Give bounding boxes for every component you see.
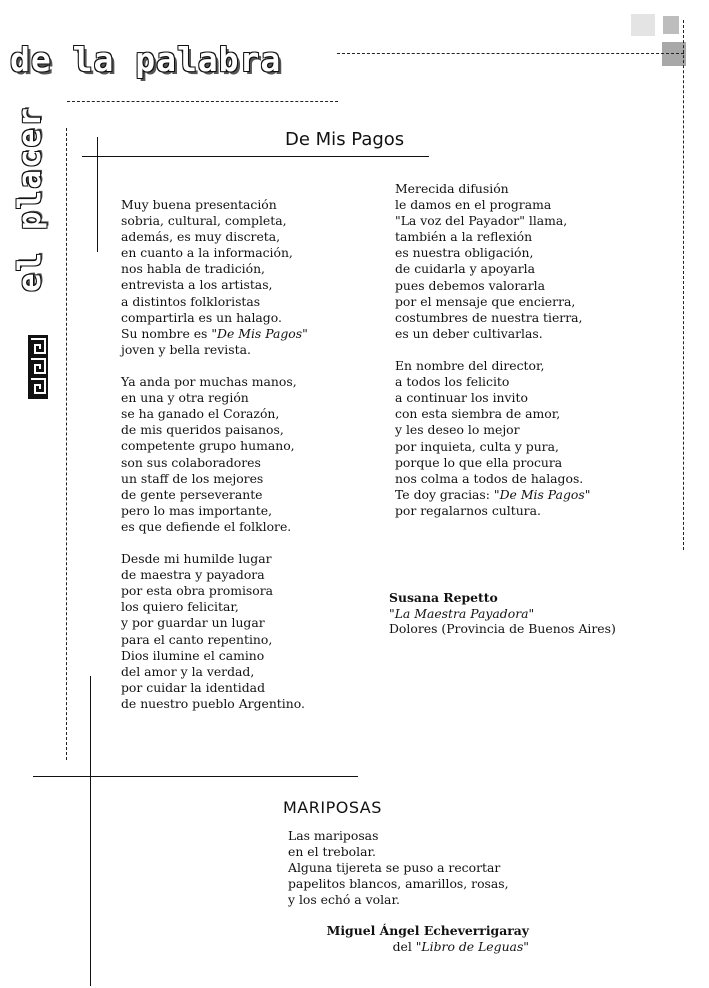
greek-key-icon (28, 335, 48, 399)
source-prefix: del (392, 939, 416, 954)
poem-line-text: en una y otra región (121, 390, 249, 406)
poem-line (121, 213, 308, 229)
poem-line-text: compartirla es un halago. (121, 309, 282, 325)
left-dashed-rule (66, 128, 67, 760)
poem-column-right (395, 181, 590, 535)
poem-line (395, 197, 590, 213)
poem-line (121, 438, 308, 454)
poem-line-text: también a la reflexión (395, 229, 533, 245)
poem-line (121, 519, 308, 535)
poem-line-text: de mis queridos paisanos, (121, 422, 284, 438)
poem-line-text: es que defiende el folklore. (121, 518, 292, 534)
poem-line-text: Muy buena presentación (121, 197, 277, 212)
poem-line-text: a distintos folkloristas (121, 293, 261, 309)
poem-line (121, 696, 308, 712)
poem-line-text: para el canto repentino, (121, 631, 273, 647)
poem-line: en el trebolar. (288, 844, 376, 860)
poem-line (121, 664, 308, 680)
poem-line (395, 390, 590, 406)
top-right-dashed-rule (337, 53, 684, 54)
poem-column-left (121, 197, 308, 728)
poem-line: Alguna tijereta se puso a recortar (288, 860, 501, 876)
vertical-section-title-text: el placer (12, 106, 48, 292)
author-role: "La Maestra Payadora" (389, 605, 535, 621)
poem-line-text: con esta siembra de amor, (395, 406, 561, 422)
poem-line (395, 278, 590, 294)
poem-line (395, 245, 590, 261)
poem-line: papelitos blancos, amarillos, rosas, (288, 876, 509, 892)
poem-line-text: son sus colaboradores (121, 454, 261, 470)
poem-line (121, 599, 308, 615)
poem-line-text: Desde mi humilde lugar (121, 551, 272, 567)
second-author-name: Miguel Ángel Echeverrigaray (326, 923, 529, 938)
bottom-vertical-rule (90, 676, 91, 986)
poem-line-text: a continuar los invito (395, 390, 528, 406)
poem-line (395, 261, 590, 277)
poem-line-text: se ha ganado el Corazón, (121, 406, 280, 422)
poem-line (395, 326, 590, 342)
poem-line-text: por inquieta, culta y pura, (395, 438, 559, 454)
right-dashed-rule (683, 20, 684, 550)
poem-line (121, 342, 308, 358)
poem-line-text: En nombre del director, (395, 358, 545, 374)
poem-line (121, 471, 308, 487)
stanza (121, 551, 308, 712)
title-vertical-rule (97, 137, 98, 252)
poem-line: y los echó a volar. (288, 892, 400, 908)
poem-line-text: es nuestra obligación, (395, 245, 534, 261)
poem-line-text: por el mensaje que encierra, (395, 293, 576, 309)
poem-line-text: de nuestro pueblo Argentino. (121, 695, 305, 711)
poem-line (121, 197, 308, 213)
poem-line-text: entrevista a los artistas, (121, 277, 273, 293)
article-signature (389, 590, 616, 637)
poem-line-text: de gente perseverante (121, 486, 263, 502)
poem-line (395, 455, 590, 471)
poem-line (395, 422, 590, 438)
poem-line-text: por cuidar la identidad (121, 679, 266, 695)
poem-line (121, 310, 308, 326)
poem-line (121, 567, 308, 583)
poem-line (395, 503, 590, 519)
poem-line-text: competente grupo humano, (121, 438, 295, 454)
poem-line-text: nos colma a todos de halagos. (395, 470, 584, 486)
poem-line-text: de maestra y payadora (121, 567, 265, 583)
poem-line (395, 439, 590, 455)
second-article-signature (327, 923, 529, 955)
poem-line (121, 229, 308, 245)
poem-line-text: nos habla de tradición, (121, 261, 265, 277)
poem-line (395, 471, 590, 487)
magazine-name: "De Mis Pagos" (493, 486, 591, 502)
article-title: De Mis Pagos (285, 129, 405, 150)
author-name: Susana Repetto (389, 590, 498, 605)
poem-line (395, 229, 590, 245)
bottom-rule (33, 776, 358, 777)
poem-line-text: los quiero felicitar, (121, 599, 239, 615)
poem-line (121, 390, 308, 406)
poem-line-text: joven y bella revista. (121, 341, 251, 357)
stanza (121, 197, 308, 358)
header-dashed-rule (67, 101, 338, 102)
stanza (121, 374, 308, 535)
poem-line-text: en cuanto a la información, (121, 245, 293, 261)
stanza (395, 181, 590, 342)
poem-line (121, 422, 308, 438)
poem-line (121, 245, 308, 261)
magazine-name: "De Mis Pagos" (211, 325, 308, 341)
poem-line (395, 374, 590, 390)
poem-line (121, 406, 308, 422)
poem-line (395, 213, 590, 229)
poem-line-text: y les deseo lo mejor (395, 422, 520, 438)
poem-line-text: Ya anda por muchas manos, (121, 374, 297, 390)
decorative-square-light (631, 14, 655, 36)
poem-line-text: costumbres de nuestra tierra, (395, 309, 583, 325)
poem-line (121, 294, 308, 310)
poem-line-text: pero lo mas importante, (121, 502, 273, 518)
poem-line-text: Te doy gracias: (395, 486, 494, 502)
vertical-section-title (10, 92, 50, 306)
poem-line (121, 374, 308, 390)
poem-line-text: Merecida difusión (395, 181, 509, 196)
poem-line-text: Su nombre es (121, 325, 212, 341)
stanza (395, 358, 590, 519)
poem-line-text: además, es muy discreta, (121, 229, 281, 245)
poem-line (121, 455, 308, 471)
poem-line (121, 277, 308, 293)
poem-line-text: pues debemos valorarla (395, 277, 545, 293)
second-author-source (327, 939, 529, 955)
poem-line (121, 326, 308, 342)
poem-line-text: porque lo que ella procura (395, 454, 563, 470)
poem-line (121, 503, 308, 519)
poem-line-text: de cuidarla y apoyarla (395, 261, 535, 277)
poem-line (395, 406, 590, 422)
poem-line-text: Dios ilumine el camino (121, 647, 265, 663)
poem-line (121, 680, 308, 696)
poem-line (121, 487, 308, 503)
poem-line (395, 487, 590, 503)
decorative-square-medium (663, 16, 679, 34)
poem-line-text: un staff de los mejores (121, 470, 264, 486)
second-poem (288, 828, 509, 908)
poem-line-text: le damos en el programa (395, 197, 552, 213)
poem-line (121, 261, 308, 277)
poem-line (395, 294, 590, 310)
author-place: Dolores (Provincia de Buenos Aires) (389, 621, 616, 636)
poem-line-text: del amor y la verdad, (121, 663, 255, 679)
poem-line (121, 615, 308, 631)
poem-line (395, 181, 590, 197)
poem-line (395, 310, 590, 326)
poem-line: Las mariposas (288, 828, 379, 843)
poem-line (121, 583, 308, 599)
poem-line-text: "La voz del Payador" llama, (395, 213, 568, 229)
poem-line-text: es un deber cultivarlas. (395, 325, 543, 341)
poem-line-text: a todos los felicito (395, 374, 510, 390)
section-title: de la palabra (10, 40, 282, 79)
poem-line-text: sobria, cultural, completa, (121, 213, 287, 229)
poem-line-text: y por guardar un lugar (121, 615, 265, 631)
poem-line (121, 551, 308, 567)
poem-line-text: por esta obra promisora (121, 583, 274, 599)
second-article-title: MARIPOSAS (283, 798, 382, 817)
poem-line (121, 648, 308, 664)
poem-line-text: por regalarnos cultura. (395, 502, 541, 518)
poem-line (121, 632, 308, 648)
source-title: "Libro de Leguas" (415, 939, 529, 954)
poem-line (395, 358, 590, 374)
title-rule (82, 156, 429, 157)
